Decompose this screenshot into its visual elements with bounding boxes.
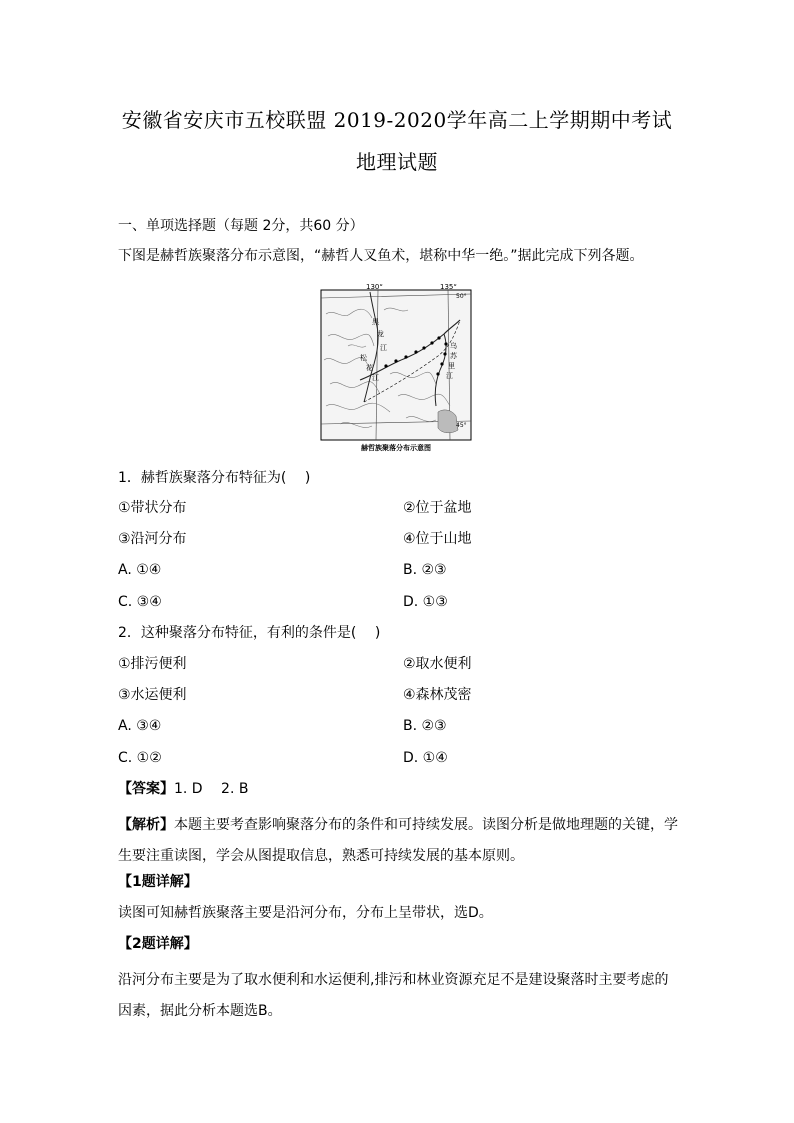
question-2-stem: 2．这种聚落分布特征，有利的条件是( ) (118, 625, 381, 641)
question-2-option-b: B. ②③ (403, 718, 447, 734)
analysis-text: 本题主要考查影响聚落分布的条件和可持续发展。读图分析是做地理题的关键，学生要注重读图，学会从图提取信息，熟悉可持续发展的基本原则。 (118, 817, 678, 864)
answer-line (118, 779, 248, 799)
document-title: 安徽省安庆市五校联盟 2019-2020学年高二上学期期中考试 (121, 108, 673, 132)
document-subtitle: 地理试题 (356, 150, 438, 174)
detail-1-text: 读图可知赫哲族聚落主要是沿河分布，分布上呈带状，选D。 (118, 905, 493, 921)
question-1-statement-1: ①带状分布 (118, 500, 187, 516)
question-1-stem: 1．赫哲族聚落分布特征为( ) (118, 470, 311, 486)
analysis-paragraph (118, 810, 678, 872)
analysis-label: 【解析】 (118, 817, 174, 833)
river-label-wusuli-4: 江 (446, 372, 453, 380)
lat-label-50: 50° (456, 293, 467, 300)
question-1-statement-2: ②位于盆地 (403, 500, 472, 516)
lon-label-130: 130° (366, 284, 383, 291)
river-label-heilong-1: 黑 (372, 318, 379, 326)
river-label-wusuli-3: 里 (448, 362, 455, 370)
question-1-statement-4: ④位于山地 (403, 531, 472, 547)
river-label-wusuli-2: 苏 (450, 352, 457, 360)
river-label-song-1: 松 (360, 354, 367, 362)
question-1-option-a: A. ①④ (118, 562, 162, 578)
detail-2-label: 【2题详解】 (118, 936, 198, 952)
question-1-option-d: D. ①③ (403, 594, 448, 610)
question-2-statement-1: ①排污便利 (118, 656, 187, 672)
question-2-option-c: C. ①② (118, 750, 162, 766)
river-label-wusuli-1: 乌 (450, 342, 457, 350)
answer-label: 【答案】 (118, 781, 174, 797)
question-1-option-b: B. ②③ (403, 562, 447, 578)
river-label-heilong-3: 江 (380, 344, 387, 352)
question-1-statement-3: ③沿河分布 (118, 531, 187, 547)
detail-1-label: 【1题详解】 (118, 874, 198, 890)
river-label-song-3: 江 (372, 374, 379, 382)
question-2-statement-4: ④森林茂密 (403, 687, 472, 703)
settlement-map-figure (320, 284, 472, 454)
river-label-heilong-2: 龙 (377, 330, 384, 338)
lon-label-135: 135° (440, 284, 457, 291)
question-2-option-d: D. ①④ (403, 750, 448, 766)
section-heading: 一、单项选择题（每题 2分，共60 分） (118, 218, 364, 234)
figure-caption: 赫哲族聚落分布示意图 (361, 444, 431, 452)
lat-label-45: 45° (456, 422, 467, 429)
detail-2-text: 沿河分布主要是为了取水便利和水运便利,排污和林业资源充足不是建设聚落时主要考虑的因素，据此分析本题选B。 (118, 972, 669, 1019)
question-2-option-a: A. ③④ (118, 718, 162, 734)
question-2-statement-2: ②取水便利 (403, 656, 472, 672)
answer-text: 1. D 2. B (174, 781, 249, 797)
question-2-statement-3: ③水运便利 (118, 687, 187, 703)
intro-text: 下图是赫哲族聚落分布示意图，“赫哲人叉鱼术，堪称中华一绝。”据此完成下列各题。 (118, 248, 644, 264)
river-label-song-2: 花 (366, 364, 373, 372)
question-1-option-c: C. ③④ (118, 594, 162, 610)
